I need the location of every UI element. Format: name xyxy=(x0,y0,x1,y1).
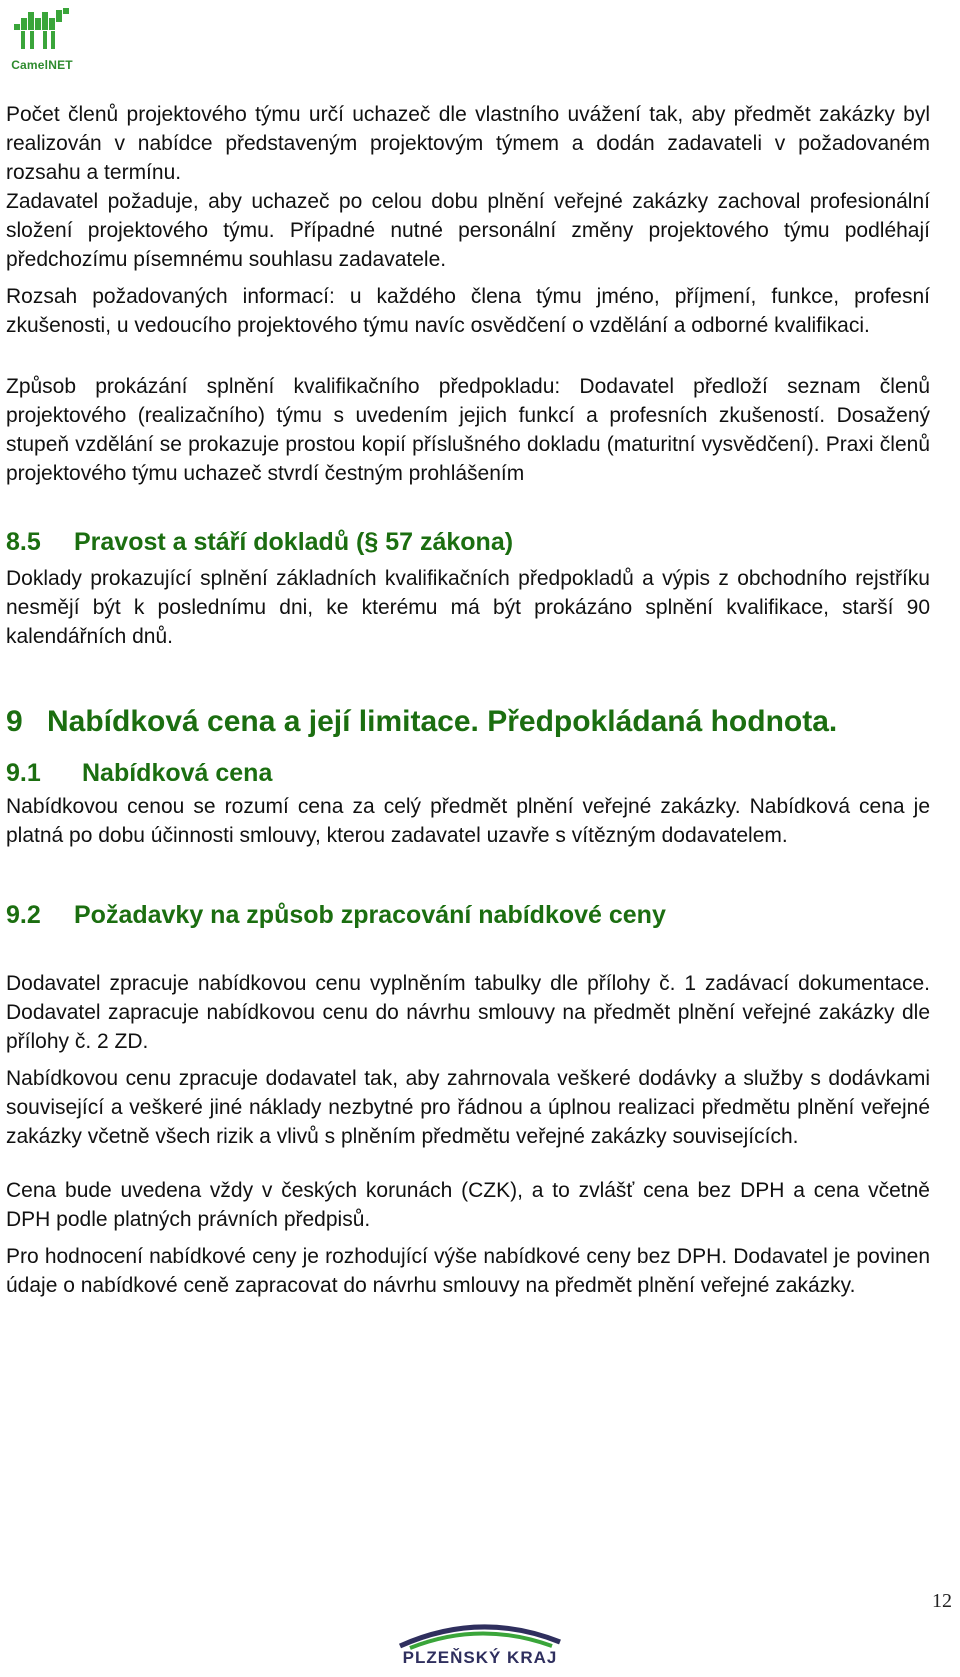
plzensky-kraj-logo-text: PLZEŇSKÝ KRAJ xyxy=(402,1648,558,1667)
paragraph: Způsob prokázání splnění kvalifikačního předpokladu: Dodavatel předloží seznam členů projektového (realizačního) týmu s uvedením jejich funkcí a profesních zkušeností. Dosažený stupeň vzdělání se prokazuje prostou kopií příslušného dokladu (maturitní vysvědčení). Praxi členů projektového týmu uchazeč stvrdí čestným prohlášením xyxy=(6,375,930,485)
chapter-title: Nabídková cena a její limitace. Předpokládaná hodnota. xyxy=(47,705,838,738)
chapter-number: 9 xyxy=(6,705,23,738)
paragraph: Rozsah požadovaných informací: u každého člena týmu jméno, příjmení, funkce, profesní zkušenosti, u vedoucího projektového týmu navíc osvědčení o vzdělání a odborné kvalifikaci. xyxy=(6,285,930,337)
section-title: Pravost a stáří dokladů (§ 57 zákona) xyxy=(74,528,514,556)
paragraph: Počet členů projektového týmu určí uchazeč dle vlastního uvážení tak, aby předmět zakázky byl realizován v nabídce představeným projektovým týmem a dodán zadavateli v požadovaném rozsahu a termínu. xyxy=(6,103,930,184)
paragraph: Dodavatel zpracuje nabídkovou cenu vyplněním tabulky dle přílohy č. 1 zadávací dokumentace. Dodavatel zapracuje nabídkovou cenu do návrhu smlouvy na předmět plnění veřejné zakázky dle přílohy č. 2 ZD. xyxy=(6,972,930,1053)
plzensky-kraj-logo xyxy=(380,1616,580,1672)
paragraph: Pro hodnocení nabídkové ceny je rozhodující výše nabídkové ceny bez DPH. Dodavatel je povinen údaje o nabídkové ceně zapracovat do návrhu smlouvy na předmět plnění veřejné zakázky. xyxy=(6,1245,930,1297)
section-title: Nabídková cena xyxy=(82,759,273,787)
paragraph: Doklady prokazující splnění základních kvalifikačních předpokladů a výpis z obchodního rejstříku nesmějí být k poslednímu dni, ke kterému má být prokázáno splnění kvalifikace, starší 90 kalendářních dnů. xyxy=(6,567,930,648)
paragraph: Cena bude uvedena vždy v českých korunách (CZK), a to zvlášť cena bez DPH a cena včetně DPH podle platných právních předpisů. xyxy=(6,1179,930,1231)
section-heading-8-5 xyxy=(6,526,930,558)
camelnet-logo xyxy=(6,4,78,72)
chapter-heading-9 xyxy=(6,703,930,741)
paragraph: Nabídkovou cenu zpracuje dodavatel tak, aby zahrnovala veškeré dodávky a služby s dodávkami související a veškeré jiné náklady nezbytné pro řádnou a úplnou realizaci předmětu plnění veřejné zakázky včetně všech rizik a vlivů s plněním předmětu veřejné zakázky souvisejících. xyxy=(6,1067,930,1148)
swoosh-icon xyxy=(380,1616,580,1652)
section-number: 8.5 xyxy=(6,528,41,556)
paragraph: Nabídkovou cenou se rozumí cena za celý předmět plnění veřejné zakázky. Nabídková cena je platná po dobu účinnosti smlouvy, kterou zadavatel uzavře s vítězným dodavatelem. xyxy=(6,795,930,847)
camelnet-logo-text: CamelNET xyxy=(11,58,73,72)
paragraph: Zadavatel požaduje, aby uchazeč po celou dobu plnění veřejné zakázky zachoval profesionální složení projektového týmu. Případné nutné personální změny projektového týmu podléhají předchozímu písemnému souhlasu zadavatele. xyxy=(6,190,930,271)
section-number: 9.1 xyxy=(6,759,41,787)
camel-icon xyxy=(10,4,74,56)
section-number: 9.2 xyxy=(6,901,41,929)
document-body xyxy=(6,100,930,1300)
section-heading-9-1 xyxy=(6,757,930,789)
section-title: Požadavky na způsob zpracování nabídkové ceny xyxy=(74,901,666,929)
page-number: 12 xyxy=(932,1590,952,1612)
section-heading-9-2 xyxy=(6,899,930,931)
